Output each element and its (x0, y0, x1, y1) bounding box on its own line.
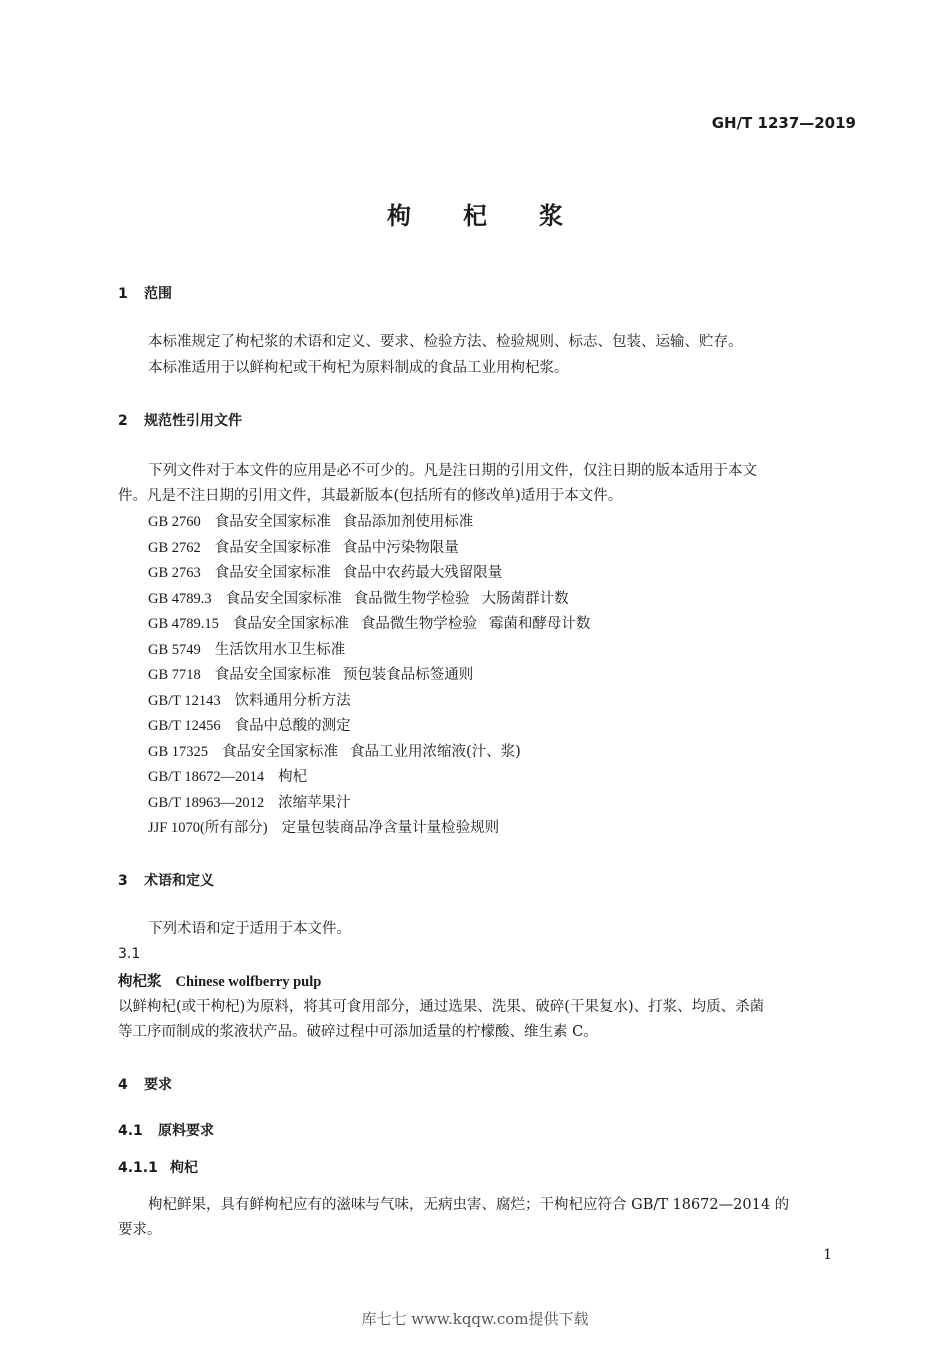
scope-paragraph-1: 本标准规定了枸杞浆的术语和定义、要求、检验方法、检验规则、标志、包装、运输、贮存。 (148, 334, 743, 350)
raw-material-line-2: 要求。 (118, 1222, 162, 1238)
reference-title-part: 食品安全国家标准 (232, 616, 349, 632)
reference-title-part: 霉菌和酵母计数 (488, 616, 591, 632)
section-title: 要求 (144, 1077, 172, 1093)
raw-material-line-1: 枸杞鲜果，具有鲜枸杞应有的滋味与气味，无病虫害、腐烂；干枸杞应符合 GB/T 18672—2014 的 (148, 1197, 790, 1213)
term-entry (118, 970, 321, 991)
reference-title-part: 食品安全国家标准 (214, 667, 331, 683)
reference-code: GB/T 12456 (148, 718, 221, 734)
terms-intro: 下列术语和定于适用于本文件。 (148, 921, 351, 937)
section-4-heading (118, 1074, 172, 1094)
reference-title-part: 预包装食品标签通则 (342, 667, 474, 683)
references-intro-line-2: 件。凡是不注日期的引用文件，其最新版本(包括所有的修改单)适用于本文件。 (118, 488, 623, 504)
reference-title-part: 食品安全国家标准 (225, 590, 342, 607)
references-intro-line-1: 下列文件对于本文件的应用是必不可少的。凡是注日期的引用文件，仅注日期的版本适用于本文 (148, 463, 757, 479)
reference-code: GB/T 18963—2012 (148, 794, 265, 811)
reference-title-part: 食品工业用浓缩液(汁、浆) (350, 743, 521, 760)
reference-title-part: 食品中污染物限量 (342, 539, 459, 556)
subsection-title: 枸杞 (170, 1160, 198, 1176)
subsection-4-1-heading (118, 1120, 214, 1140)
reference-title-part: 食品中农药最大残留限量 (342, 565, 503, 581)
subsection-title: 原料要求 (158, 1123, 214, 1139)
reference-title-part: 食品添加剂使用标准 (342, 514, 474, 530)
term-number: 3.1 (118, 946, 141, 962)
reference-code: GB/T 12143 (148, 692, 221, 709)
reference-item (148, 689, 351, 710)
page-number: 1 (823, 1247, 832, 1263)
reference-item (148, 663, 473, 684)
section-2-heading (118, 410, 242, 430)
section-3-heading (118, 870, 214, 890)
section-title: 术语和定义 (144, 873, 214, 889)
reference-item (148, 791, 351, 812)
term-definition-line-1: 以鲜枸杞(或干枸杞)为原料，将其可食用部分，通过选果、洗果、破碎(干果复水)、打浆、均质、杀菌 (118, 999, 765, 1015)
reference-title-part: 饮料通用分析方法 (234, 692, 351, 709)
section-title: 规范性引用文件 (144, 413, 242, 429)
reference-title-part: 食品安全国家标准 (222, 743, 339, 760)
reference-title-part: 食品安全国家标准 (214, 514, 331, 530)
reference-item (148, 587, 569, 608)
section-number: 2 (118, 413, 128, 429)
reference-item (148, 612, 590, 633)
term-definition-line-2: 等工序而制成的浆液状产品。破碎过程中可添加适量的柠檬酸、维生素 C。 (118, 1024, 598, 1040)
reference-code: GB 2762 (148, 539, 201, 556)
reference-title-part: 大肠菌群计数 (481, 590, 569, 607)
reference-title-part: 食品微生物学检验 (353, 590, 470, 607)
reference-item (148, 638, 345, 659)
reference-code: GB/T 18672—2014 (148, 769, 265, 785)
reference-code: JJF 1070(所有部分) (148, 820, 268, 836)
reference-title-part: 食品中总酸的测定 (234, 718, 351, 734)
reference-title-part: 生活饮用水卫生标准 (214, 641, 346, 658)
scope-paragraph-2: 本标准适用于以鲜枸杞或干枸杞为原料制成的食品工业用枸杞浆。 (148, 360, 569, 376)
reference-title-part: 食品微生物学检验 (360, 616, 477, 632)
reference-title-part: 定量包装商品净含量计量检验规则 (281, 820, 500, 836)
section-title: 范围 (144, 286, 172, 302)
standard-code: GH/T 1237—2019 (711, 114, 856, 132)
reference-code: GB 2763 (148, 565, 201, 581)
reference-code: GB 17325 (148, 743, 209, 760)
reference-title-part: 浓缩苹果汁 (278, 794, 351, 811)
section-number: 3 (118, 873, 128, 889)
reference-code: GB 7718 (148, 667, 201, 683)
reference-item (148, 510, 473, 531)
section-number: 4 (118, 1077, 128, 1093)
reference-item (148, 536, 459, 557)
term-chinese: 枸杞浆 (118, 973, 162, 990)
reference-code: GB 5749 (148, 641, 201, 658)
page-title: 枸杞浆 (387, 201, 615, 230)
subsection-4-1-1-heading (118, 1157, 198, 1177)
reference-code: GB 4789.15 (148, 616, 219, 632)
reference-code: GB 4789.3 (148, 590, 212, 607)
reference-item (148, 714, 351, 735)
reference-title-part: 枸杞 (278, 769, 308, 785)
reference-code: GB 2760 (148, 514, 201, 530)
term-english: Chinese wolfberry pulp (175, 974, 322, 990)
reference-item (148, 765, 307, 786)
reference-title-part: 食品安全国家标准 (214, 565, 331, 581)
reference-title-part: 食品安全国家标准 (214, 539, 331, 556)
subsection-number: 4.1.1 (118, 1160, 158, 1176)
reference-item (148, 816, 499, 837)
subsection-number: 4.1 (118, 1123, 143, 1139)
section-1-heading (118, 283, 172, 303)
footer-watermark: 库七七 www.kqqw.com提供下载 (361, 1310, 589, 1328)
reference-item (148, 561, 502, 582)
reference-item (148, 740, 521, 761)
section-number: 1 (118, 286, 128, 302)
